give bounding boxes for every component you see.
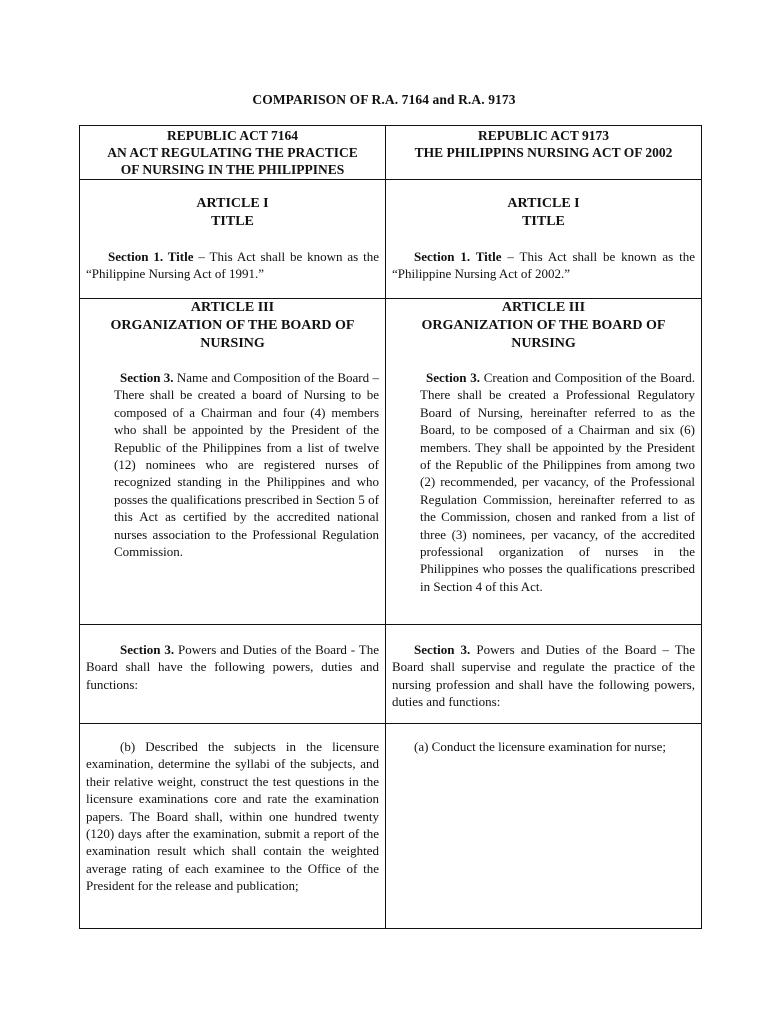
left-item-cell [80, 724, 386, 929]
right-powers-body: Powers and Duties of the Board – The Board shall supervise and regulate the practice of the nursing profession and shall have the following powers, duties and functions: [392, 642, 695, 710]
left-act-number: REPUBLIC ACT 7164 [166, 128, 299, 143]
right-powers-text [392, 641, 695, 711]
table-header-row [80, 126, 702, 180]
left-article1-subheading: TITLE [211, 214, 254, 229]
left-article1-cell [80, 180, 386, 299]
left-act-title-line2: OF NURSING IN THE PHILIPPINES [120, 162, 345, 178]
right-article1-cell [386, 180, 702, 299]
left-section3-text [86, 369, 379, 560]
left-section1-body: – This Act shall be known as the “Philippine Nursing Act of 1991.” [86, 249, 379, 282]
left-section3-body: Name and Composition of the Board – There shall be created a board of Nursing to be composed of a Chairman and four (4) members who shall be appointed by the President of the Republic of the Philippines from a list of twelve (12) nominees who are registered nurses of recognized standing in the Philippines and who posses the qualifications prescribed in Section 5 of this Act as certified by the accredited national nurses association to the Professional Regulation Commission. [114, 370, 379, 560]
left-article1-heading: ARTICLE I [196, 196, 269, 211]
right-powers-label: Section 3. [414, 642, 471, 657]
right-section1-body: – This Act shall be known as the “Philippine Nursing Act of 2002.” [392, 249, 695, 282]
left-item-text: (b) Described the subjects in the licensure examination, determine the syllabi of the subjects, and their relative weight, construct the test questions in the licensure examinations core and rate the examination papers. The Board shall, within one hundred twenty (120) days after the examination, submit a report of the examination result which shall contain the weighted average rating of each examinee to the Office of the President for the release and publication; [86, 739, 379, 894]
article3-row [80, 299, 702, 625]
left-section1-label: Section 1. Title [108, 249, 194, 264]
right-header-cell [386, 126, 702, 180]
left-act-title-line1: AN ACT REGULATING THE PRACTICE [107, 145, 358, 161]
left-header-cell [80, 126, 386, 180]
document-title: COMPARISON OF R.A. 7164 and R.A. 9173 [252, 92, 516, 107]
left-powers-cell [80, 625, 386, 724]
left-powers-label: Section 3. [120, 642, 175, 657]
left-powers-body: Powers and Duties of the Board - The Board shall have the following powers, duties and functions: [86, 642, 379, 692]
right-article3-heading: ARTICLE III [501, 300, 586, 315]
right-article3-subheading1: ORGANIZATION OF THE BOARD OF [421, 318, 666, 333]
right-article1-heading: ARTICLE I [507, 196, 580, 211]
right-section3-text [392, 369, 695, 595]
right-act-number: REPUBLIC ACT 9173 [477, 128, 610, 143]
right-section3-body: Creation and Composition of the Board. There shall be created a Professional Regulatory Board of Nursing, hereinafter referred to as the Board, to be composed of a Chairman and six (6) members. They shall be appointed by the President of the Republic of the Philippines from among two (2) recommended, per vacancy, of the Professional Regulation Commission, hereinafter referred to as the Commission, chosen and ranked from a list of three (3) nominees, per vacancy, of the accredited professional organization of nurses in the Philippines who posses the qualifications prescribed in Section 4 of this Act. [420, 370, 695, 594]
article1-row [80, 180, 702, 299]
left-article3-subheading1: ORGANIZATION OF THE BOARD OF [110, 318, 355, 333]
item-row [80, 724, 702, 929]
right-article3-subheading2: NURSING [511, 336, 576, 351]
left-powers-text [86, 641, 379, 693]
right-powers-cell [386, 625, 702, 724]
left-article3-cell [80, 299, 386, 625]
right-act-title: THE PHILIPPINS NURSING ACT OF 2002 [414, 145, 673, 161]
comparison-table [79, 125, 702, 929]
left-article3-subheading2: NURSING [200, 336, 265, 351]
right-article1-subheading: TITLE [522, 214, 565, 229]
right-section1-text [392, 248, 695, 283]
right-item-cell [386, 724, 702, 929]
left-section1-text [86, 248, 379, 283]
left-section3-label: Section 3. [120, 370, 174, 385]
right-article3-cell [386, 299, 702, 625]
right-item-text: (a) Conduct the licensure examination for nurse; [414, 739, 666, 754]
left-article3-heading: ARTICLE III [190, 300, 275, 315]
right-section1-label: Section 1. Title [414, 249, 502, 264]
right-section3-label: Section 3. [426, 370, 480, 385]
powers-row [80, 625, 702, 724]
